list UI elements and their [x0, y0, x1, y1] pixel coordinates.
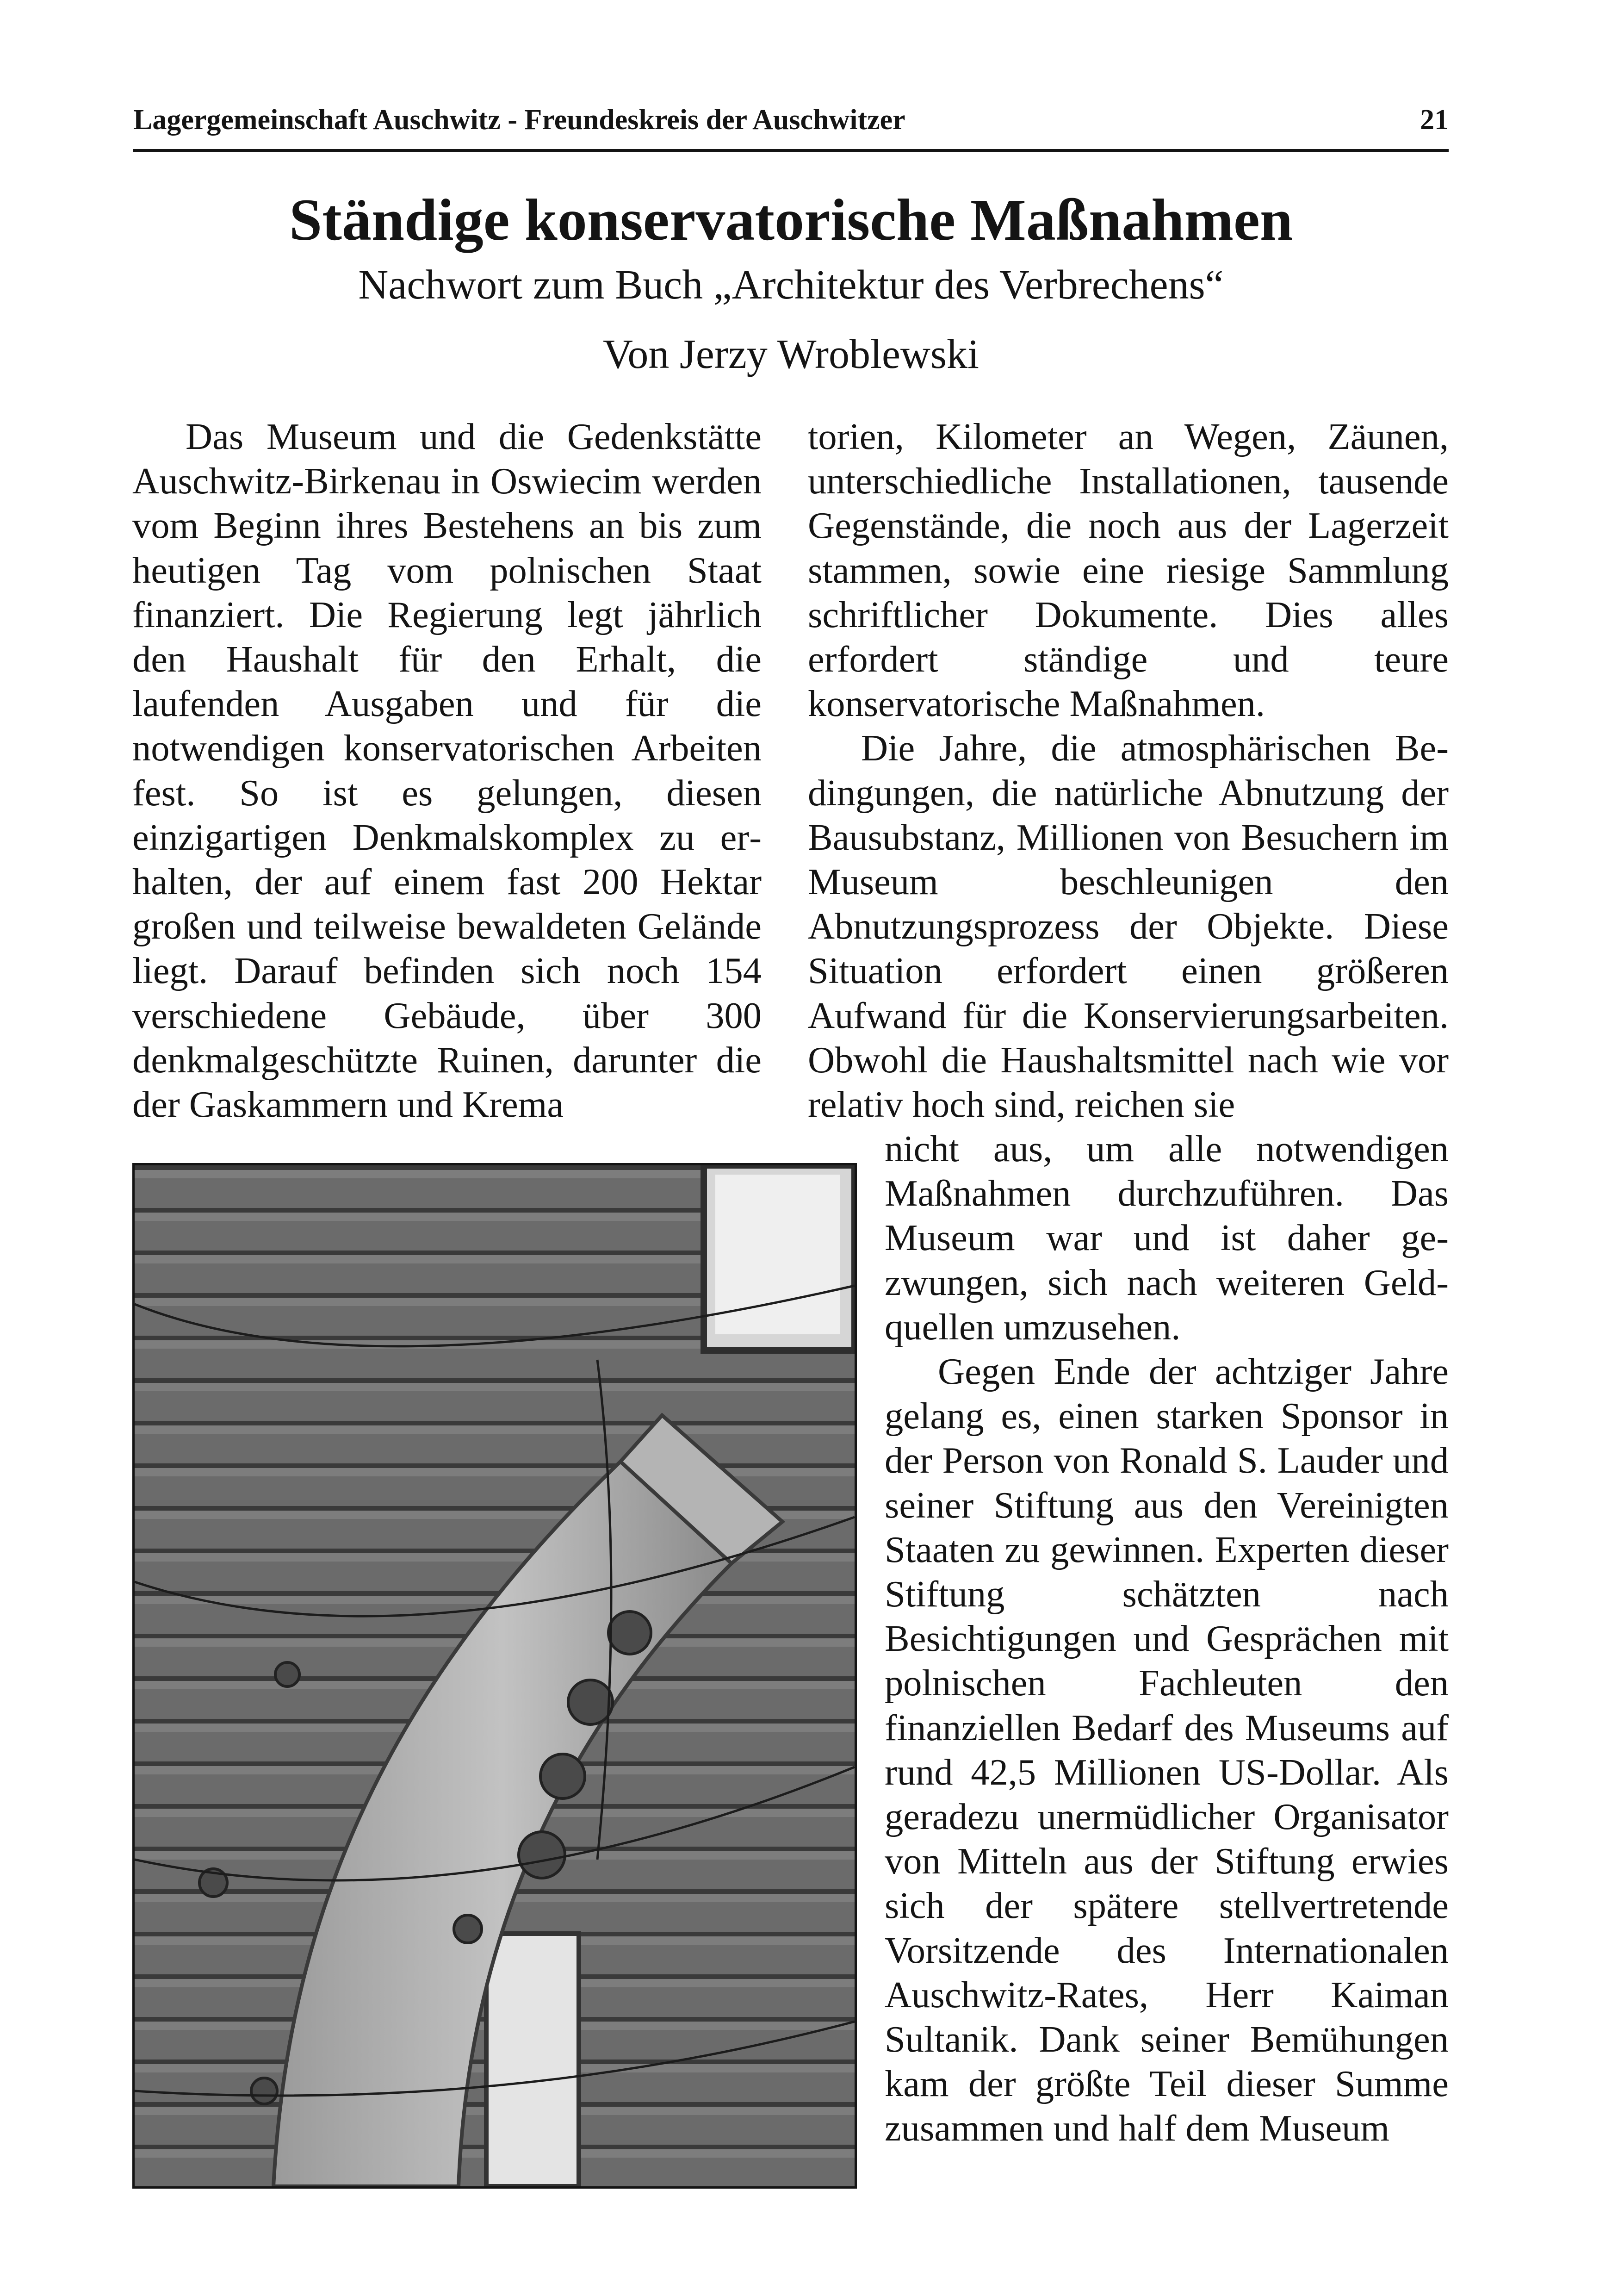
paragraph-1-continued: torien, Kilometer an Wegen, Zäunen, unterschiedliche Installationen, tausende Gegenstände, die noch aus der Lagerzeit stammen, sowie eine riesige Sammlung schriftlicher Dokumente. Dies alles erfordert ständige und teure konservatorische Maßnahmen.: [808, 416, 1449, 725]
running-header: [133, 99, 1449, 141]
header-rule: [133, 149, 1449, 152]
article-subtitle: Nachwort zum Buch „Architektur des Verbrechens“: [358, 262, 1224, 308]
paragraph-3: Gegen Ende der achtziger Jahre gelang es, einen starken Sponsor in der Person von Ronald S. Lauder und seiner Stiftung aus den Vereinigten Staaten zu gewinnen. Experten dieser Stiftung schätzten nach Besichtigungen und Gesprächen mit polnischen Fachleuten den finanziellen Bedarf des Museums auf rund 42,5 Millionen US-Dollar. Als geradezu unermüdlicher Organisator von Mitteln aus der Stiftung erwies sich der spätere stellvertretende Vorsitzende des Internationalen Auschwitz-Rates, Herr Kaiman Sultanik. Dank seiner Bemühungen kam der größte Teil dieser Summe zusammen und half dem Museum: [885, 1351, 1449, 2149]
right-column-bottom: [885, 1127, 1449, 2151]
paragraph-1: Das Museum und die Gedenkstätte Auschwitz-Birkenau in Oswiecim werden vom Beginn ihres Bestehens an bis zum heutigen Tag vom polnischen Staat finanziert. Die Regierung legt jährlich den Haushalt für den Erhalt, die laufenden Ausgaben und für die notwendigen konservatorischen Arbeiten fest. So ist es gelungen, diesen einzigartigen Denkmalskomplex zu erhalten, der auf einem fast 200 Hektar großen und teilweise bewaldeten Gelände liegt. Darauf befinden sich noch 154 verschiedene Gebäude, über 300 denkmalgeschützte Ruinen, darunter die der Gaskammern und Krema: [132, 416, 762, 1126]
article-byline: Von Jerzy Wroblewski: [603, 331, 979, 377]
page-number: 21: [1420, 104, 1449, 136]
left-column: [132, 415, 762, 1127]
paragraph-2-continued: nicht aus, um alle notwendigen Maßnahmen durchzuführen. Das Museum war und ist daher gezwungen, sich nach weiteren Geldquellen umzusehen.: [885, 1128, 1449, 1348]
right-column-top: [808, 415, 1449, 1127]
photo-concrete-fence-post-icon: [132, 1163, 857, 2189]
running-title: Lagergemeinschaft Auschwitz - Freundeskreis der Auschwitzer: [133, 104, 905, 136]
article-title: Ständige konservatorische Maßnahmen: [289, 187, 1293, 253]
paragraph-2: Die Jahre, die atmosphärischen Bedingungen, die natürliche Abnutzung der Bausubstanz, Millionen von Besuchern im Museum beschleunigen den Abnutzungsprozess der Objekte. Diese Situation erfordert einen größeren Aufwand für die Konservierungsarbeiten. Obwohl die Haushaltsmittel nach wie vor relativ hoch sind, reichen sie: [808, 728, 1449, 1126]
